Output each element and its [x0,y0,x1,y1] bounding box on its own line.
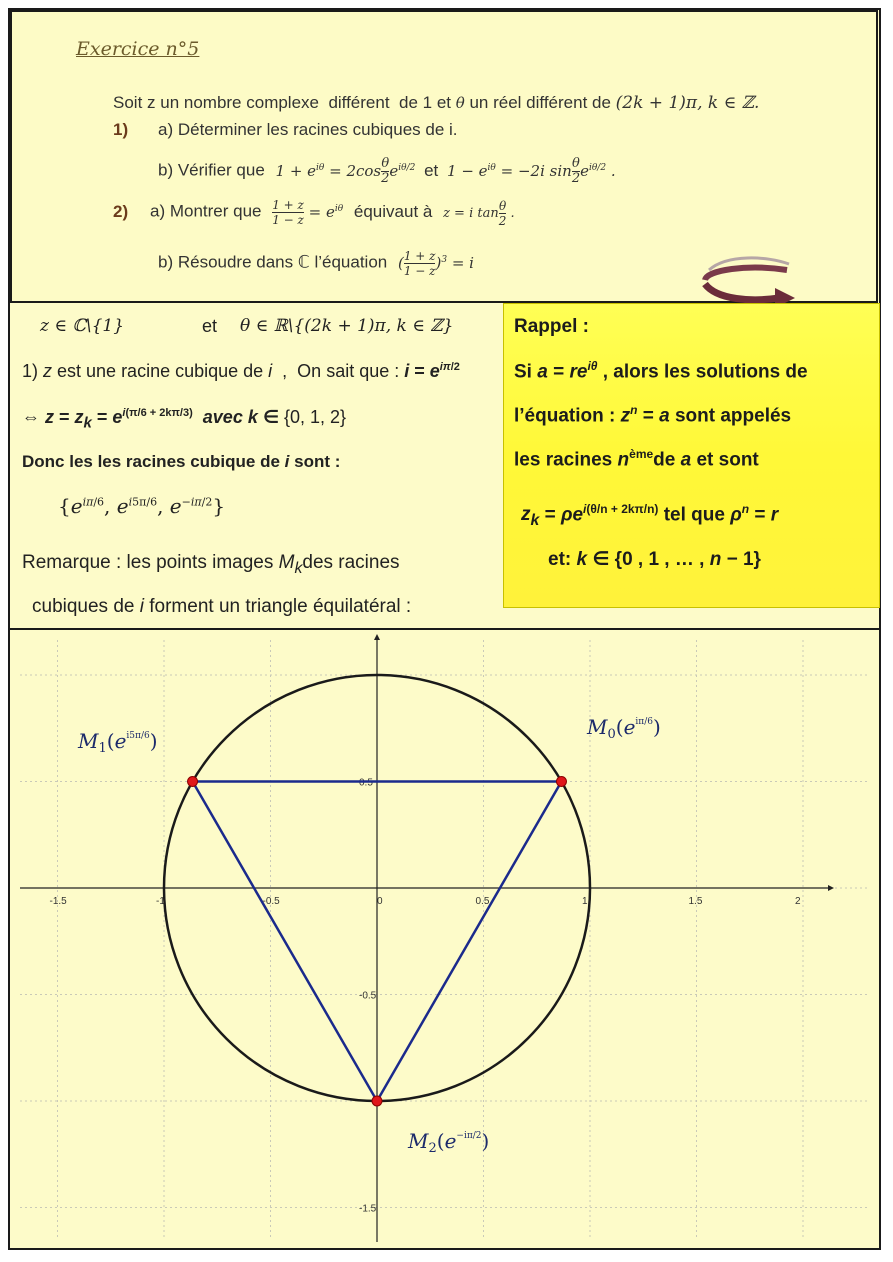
q2b-text: b) Résoudre dans ℂ l’équation ( $\frac{1 + z}{1 - z}$ )$^3$ = i [158,249,474,278]
label-m2: $M_2(e^{-i\pi/2})$ [408,1129,490,1156]
y-tick-label: -1.5 [359,1203,377,1215]
label-m1: $M_1(e^{i5\pi/6})$ [78,729,158,756]
y-tick-label: -0.5 [359,990,377,1002]
reminder-line-1: Si $a = re^{i\theta}$ , alors les solutions de [514,359,808,383]
x-axis-arrow [828,885,834,891]
x-tick-label: 0.5 [475,896,490,907]
y-axis-arrow [374,634,380,640]
reminder-box [503,303,880,608]
x-tick-label: -1 [156,896,165,907]
solution-line-3: Donc les les racines cubique de i sont : [22,452,341,471]
reminder-line-2: l’équation : $z^n = a$ sont appelés [514,403,792,427]
reminder-line-5: et: k ∈ {0 , 1 , … , n − 1} [548,549,761,570]
solution-line-4: {$e^{i\pi/6}$, $e^{i5\pi/6}$, $e^{-i\pi/2}$} [58,494,226,518]
domain-et: et [202,316,218,336]
x-tick-label: -0.5 [262,896,280,907]
domain-theta: θ ∈ ℝ\{(2k + 1)π, k ∈ ℤ} [240,316,454,336]
exercise-intro: Soit z un nombre complexe différent de 1 et θ un réel différent de (2k + 1)π, k ∈ ℤ. [113,93,760,113]
reminder-title: Rappel : [514,316,589,337]
domain-z: z ∈ ℂ\{1} [40,316,125,336]
y-tick-label: 0.5 [359,777,373,789]
graph-section [10,628,880,1248]
exercise-box [10,10,878,303]
x-tick-label: 1.5 [688,896,703,907]
x-tick-label: 1 [582,896,588,907]
label-m0: $M_0(e^{i\pi/6})$ [587,715,661,742]
q1b-text: b) Vérifier que $1 + e^{i\theta} = 2\cos$ $\frac{\theta}{2}$ $e^{i\theta/2}$ et $1 - e^{i\theta} = -2i$ sin $\frac{\theta}{2}$ $e^{i\theta/2}$ . [158,156,616,186]
x-tick-label: -1.5 [49,896,67,907]
solution-line-1: 1) z est une racine cubique de i , On sait que : $i = e^{i\pi/2}$ [22,361,460,381]
q1-number: 1) [113,120,129,139]
solution-line-2: ⇔ $z = z_k = e^{i(\pi/6 + 2k\pi/3)}$ avec k ∈ {0, 1, 2} [22,407,347,432]
decorative-arrow-icon [697,250,797,310]
point-M₂ [372,1096,382,1106]
q2a-text: a) Montrer que $\frac{1 + z}{1 - z}$ = $e^{i\theta}$ équivaut à z = i tan $\frac{\theta}{2}$ . [150,198,515,228]
q2-number: 2) [113,202,129,221]
unit-circle-graph [10,630,878,1248]
reminder-line-3: les racines $n^{ème}de$ a et sont [514,447,759,471]
x-tick-label: 2 [795,896,801,907]
point-M₀ [556,777,566,787]
x-tick-label: 0 [377,896,383,907]
solution-line-6: cubiques de i forment un triangle équilatéral : [32,596,412,617]
reminder-line-4: $z_k = \rho e^{i(\theta/n + 2k\pi/n)}$ tel que $\rho^n = r$ [521,502,779,530]
point-M₁ [188,777,198,787]
solution-line-5: Remarque : les points images $M_kdes$ racines [22,552,400,577]
q1a-text: a) Déterminer les racines cubiques de i. [158,120,458,139]
exercise-title: Exercice n°5 [76,38,200,60]
